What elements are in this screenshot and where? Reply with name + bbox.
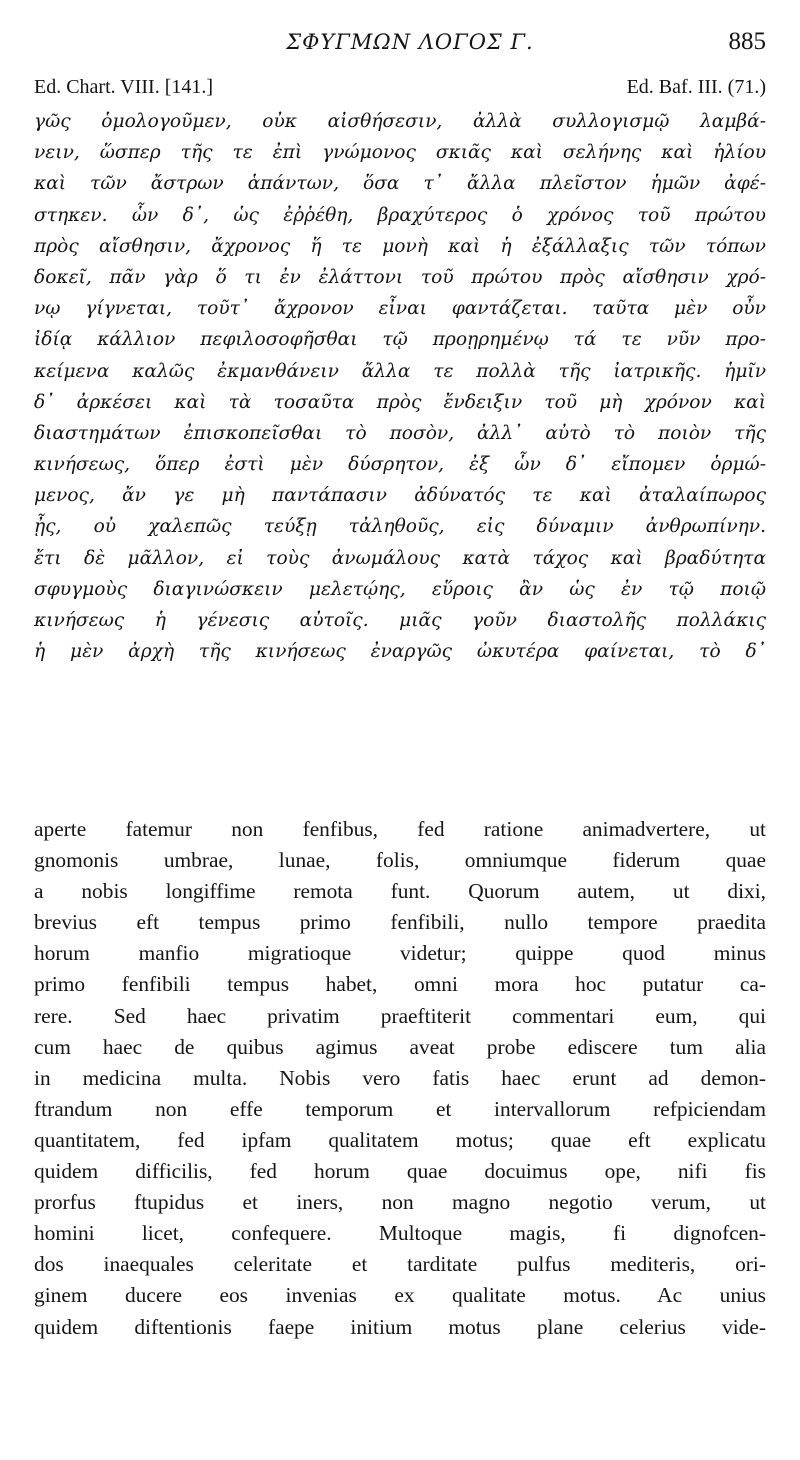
latin-line: aperte fatemur non fenfibus, fed ratione animadvertere, ut <box>34 817 766 841</box>
latin-line: dos inaequales celeritate et tarditate pulfus mediteris, ori- <box>34 1252 766 1277</box>
greek-line: νειν, ὥσπερ τῆς τε ἐπὶ γνώμονος σκιᾶς καὶ σελήνης καὶ ἡλίου <box>34 142 766 164</box>
latin-line: ginem ducere eos invenias ex qualitate motus. Ac unius <box>34 1283 766 1308</box>
greek-line: δ᾽ ἀρκέσει καὶ τὰ τοσαῦτα πρὸς ἔνδειξιν τοῦ μὴ χρόνον καὶ <box>34 391 766 413</box>
latin-line: ftrandum non effe temporum et intervallorum refpiciendam <box>34 1096 766 1121</box>
latin-line: quidem difficilis, fed horum quae docuimus ope, nifi fis <box>34 1159 766 1184</box>
latin-line: a nobis longiffime remota funt. Quorum autem, ut dixi, <box>34 879 766 904</box>
greek-line: κινήσεως ἡ γένεσις αὐτοῖς. μιᾶς γοῦν διαστολῆς πολλάκις <box>34 610 766 631</box>
latin-line: in medicina multa. Nobis vero fatis haec erunt ad demon- <box>34 1065 766 1090</box>
greek-line: κινήσεως, ὅπερ ἐστὶ μὲν δύσρητον, ἐξ ὧν δ᾽ εἴπομεν ὁρμώ- <box>34 454 766 476</box>
greek-line: ἰδίᾳ κάλλιον πεφιλοσοφῆσθαι τῷ προῃρημένῳ τά τε νῦν προ- <box>34 329 766 351</box>
greek-line: κείμενα καλῶς ἐκμανθάνειν ἄλλα τε πολλὰ τῆς ἰατρικῆς. ἡμῖν <box>34 360 766 382</box>
greek-line: στηκεν. ὧν δ᾽, ὡς ἐῤῥέθη, βραχύτερος ὁ χρόνος τοῦ πρώτου <box>34 204 766 226</box>
latin-line: gnomonis umbrae, lunae, folis, omniumque fiderum quae <box>34 848 766 873</box>
greek-line: μενος, ἄν γε μὴ παντάπασιν ἀδύνατός τε καὶ ἀταλαίπωρος <box>34 485 766 507</box>
edition-reference-basel: Ed. Baf. III. (71.) <box>626 76 766 98</box>
edition-reference-line <box>34 76 766 104</box>
edition-reference-chartier: Ed. Chart. VIII. [141.] <box>34 76 214 98</box>
page-number: 885 <box>728 28 766 55</box>
latin-line: cum haec de quibus agimus aveat probe ediscere tum alia <box>34 1034 766 1059</box>
latin-text-block <box>34 814 766 1343</box>
latin-line: rere. Sed haec privatim praeftiterit commentari eum, qui <box>34 1003 766 1028</box>
greek-line: ἔτι δὲ μᾶλλον, εἰ τοὺς ἀνωμάλους κατὰ τάχος καὶ βραδύτητα <box>34 547 766 569</box>
latin-line: horum manfio migratioque videtur; quippe quod minus <box>34 941 766 966</box>
greek-line: καὶ τῶν ἄστρων ἁπάντων, ὅσα τ᾽ ἄλλα πλεῖστον ἡμῶν ἀφέ- <box>34 173 766 195</box>
greek-line: δοκεῖ, πᾶν γὰρ ὅ τι ἐν ἐλάττονι τοῦ πρώτου πρὸς αἴσθησιν χρό- <box>34 266 766 288</box>
latin-line: homini licet, confequere. Multoque magis, fi dignofcen- <box>34 1221 766 1246</box>
latin-line: quidem diftentionis faepe initium motus plane celerius vide- <box>34 1314 766 1339</box>
running-head <box>34 26 766 62</box>
latin-line: prorfus ftupidus et iners, non magno negotio verum, ut <box>34 1190 766 1215</box>
latin-line: primo fenfibili tempus habet, omni mora hoc putatur ca- <box>34 972 766 997</box>
greek-text-block <box>34 106 766 667</box>
greek-line: νῳ γίγνεται, τοῦτ᾽ ἄχρονον εἶναι φαντάζεται. ταῦτα μὲν οὖν <box>34 298 766 320</box>
running-title: ΣΦΥΓΜΩΝ ΛΟΓΟΣ Γ. <box>286 30 534 54</box>
greek-line: σφυγμοὺς διαγινώσκειν μελετῴης, εὕροις ἂν ὡς ἐν τῷ ποιῷ <box>34 578 766 600</box>
greek-line: ἡ μὲν ἀρχὴ τῆς κινήσεως ἐναργῶς ὠκυτέρα φαίνεται, τὸ δ᾽ <box>34 641 766 663</box>
greek-line: γῶς ὁμολογοῦμεν, οὐκ αἰσθήσεσιν, ἀλλὰ συλλογισμῷ λαμβά- <box>34 111 766 132</box>
latin-line: quantitatem, fed ipfam qualitatem motus; quae eft explicatu <box>34 1127 766 1152</box>
greek-line: πρὸς αἴσθησιν, ἄχρονος ἥ τε μονὴ καὶ ἡ ἐξάλλαξις τῶν τόπων <box>34 235 766 257</box>
greek-line: διαστημάτων ἐπισκοπεῖσθαι τὸ ποσὸν, ἀλλ᾽ αὐτὸ τὸ ποιὸν τῆς <box>34 422 766 444</box>
greek-line: ᾖς, οὐ χαλεπῶς τεύξῃ τἀληθοῦς, εἰς δύναμιν ἀνθρωπίνην. <box>34 516 766 538</box>
latin-line: brevius eft tempus primo fenfibili, nullo tempore praedita <box>34 910 766 935</box>
